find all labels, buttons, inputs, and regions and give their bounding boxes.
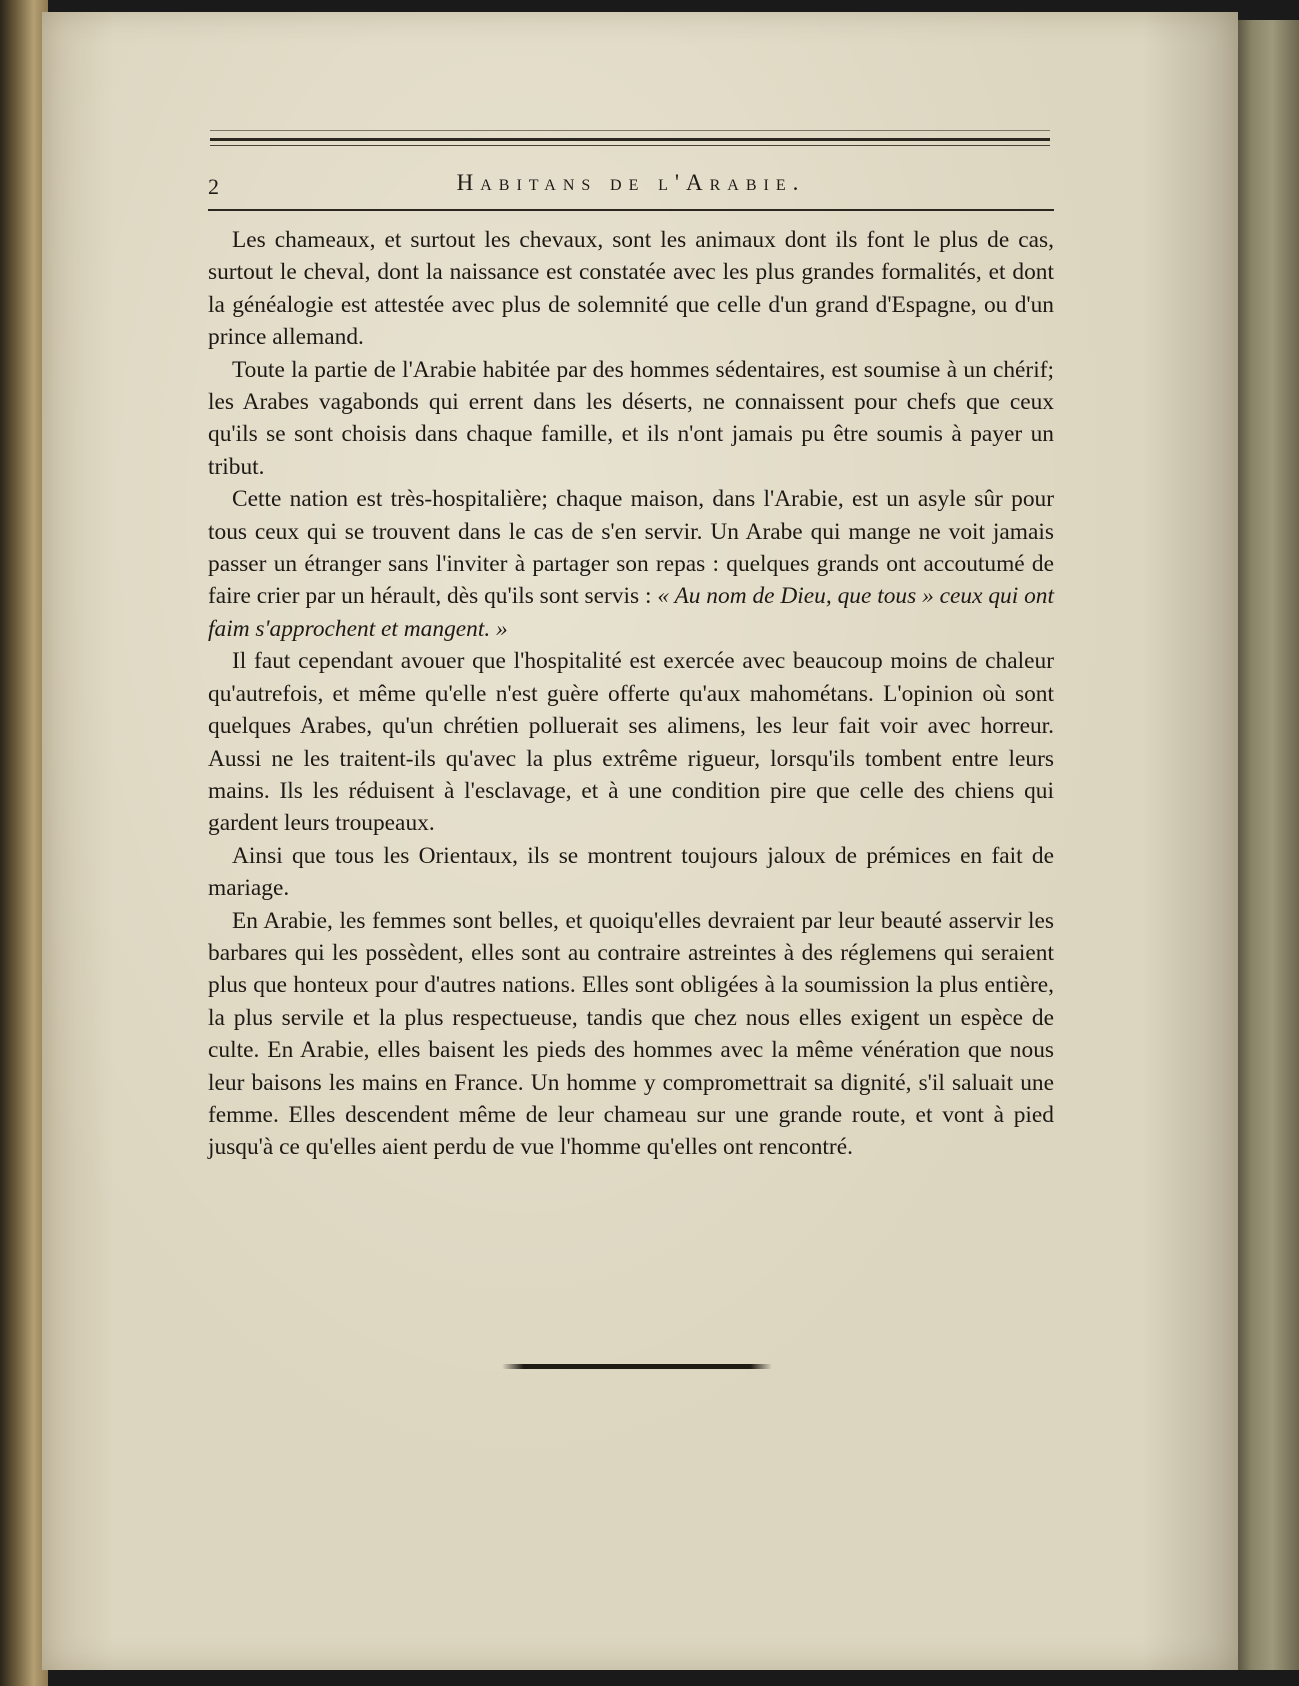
paragraph-5 — [208, 840, 1054, 905]
book-spine-edge — [0, 0, 48, 1686]
paragraph-text: En Arabie, les femmes sont belles, et quoiqu'elles devraient par leur beauté asservir les barbares qui les possèdent, elles sont au contraire astreintes à des réglemens qui seraient plus que honteux pour d'autres nations. Elles sont obligées à la soumission la plus entière, la plus servile et la plus respectueuse, tandis que chez nous elles exigent un espèce de culte. En Arabie, elles baisent les pieds des hommes avec la même vénération que nous leur baisons les mains en France. Un homme y compromettrait sa dignité, s'il saluait une femme. Elles descendent même de leur chameau sur une grande route, et vont à pied jusqu'à ce qu'elles aient perdu de vue l'homme qu'elles ont rencontré. — [208, 907, 1054, 1161]
quoted-proclamation: « Au nom de Dieu, que tous » ceux qui ont faim s'approchent et mangent. » — [208, 583, 1054, 642]
top-thin-rule — [210, 130, 1050, 131]
paragraph-6 — [208, 905, 1054, 1164]
running-title: Habitans de l'Arabie. — [456, 170, 806, 195]
end-of-text-rule — [502, 1364, 772, 1369]
header-rule — [208, 209, 1054, 211]
page-header — [208, 170, 1054, 204]
top-double-rule — [210, 138, 1050, 146]
paragraph-1 — [208, 224, 1054, 354]
paragraph-text: Les chameaux, et surtout les chevaux, sont les animaux dont ils font le plus de cas, surtout le cheval, dont la naissance est constatée avec les plus grandes formalités, et dont la généalogie est attestée avec plus de solemnité que celle d'un grand d'Espagne, ou d'un prince allemand. — [208, 227, 1054, 351]
paragraph-text: Toute la partie de l'Arabie habitée par des hommes sédentaires, est soumise à un chérif; les Arabes vagabonds qui errent dans les déserts, ne connaissent pour chefs que ceux qu'ils se sont choisis dans chaque famille, et ils n'ont jamais pu être soumis à payer un tribut. — [208, 356, 1054, 480]
paragraph-text: Cette nation est très-hospitalière; chaque maison, dans l'Arabie, est un asyle sûr pour tous ceux qui se trouvent dans le cas de s'en servir. Un Arabe qui mange ne voit jamais passer un étranger sans l'inviter à partager son repas : quelques grands ont accoutumé de faire crier par un hérault, dès qu'ils sont servis : — [208, 486, 1054, 610]
paragraph-text: Il faut cependant avouer que l'hospitalité est exercée avec beaucoup moins de chaleur qu'autrefois, et même qu'elle n'est guère offerte qu'aux mahométans. L'opinion où sont quelques Arabes, qu'un chrétien polluerait ses alimens, les leur fait voir avec horreur. Aussi ne les traitent-ils qu'avec la plus extrême rigueur, lorsqu'ils tombent entre leurs mains. Ils les réduisent à l'esclavage, et à une condition pire que celle des chiens qui gardent leurs troupeaux. — [208, 648, 1054, 837]
paragraph-text: Ainsi que tous les Orientaux, ils se montrent toujours jaloux de prémices en fait de mariage. — [208, 842, 1054, 902]
next-page-edge — [1232, 20, 1299, 1670]
paragraph-4 — [208, 645, 1054, 839]
page-number: 2 — [208, 174, 219, 199]
paragraph-3 — [208, 483, 1054, 645]
body-text — [208, 224, 1054, 1164]
paragraph-2 — [208, 354, 1054, 484]
